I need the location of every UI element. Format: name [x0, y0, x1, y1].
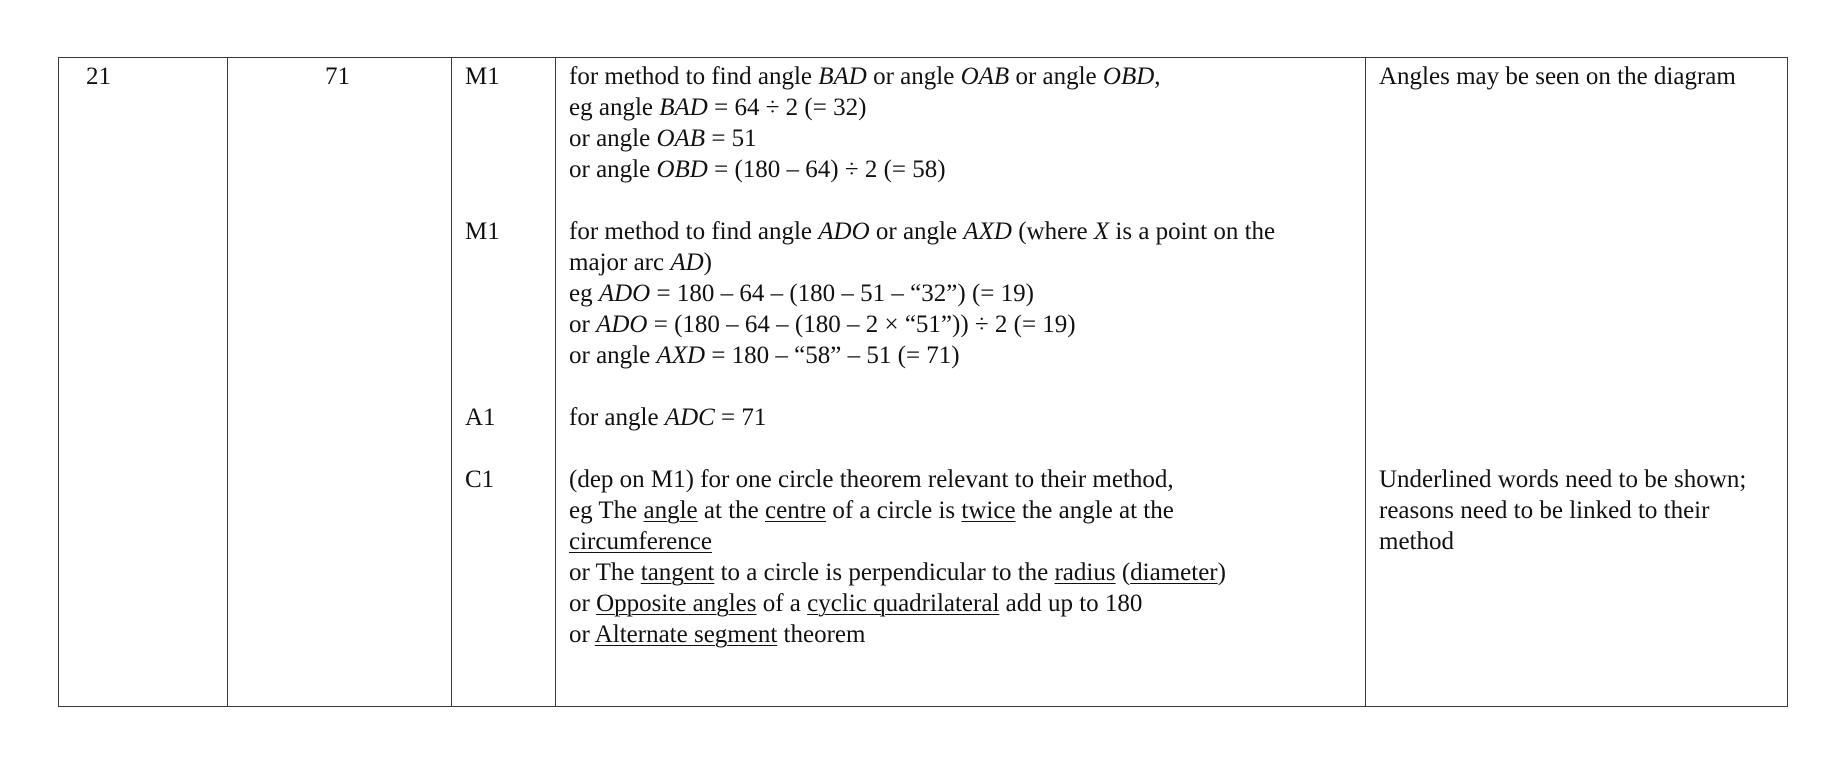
italic-term: AD	[670, 249, 704, 276]
guidance-text: = (180 – 64) ÷ 2 (= 58)	[707, 156, 946, 183]
guidance-line	[569, 526, 1226, 557]
guidance-line	[569, 216, 1275, 247]
guidance-text: is a point on the	[1109, 218, 1276, 245]
guidance-line	[569, 557, 1226, 588]
guidance-text: major arc	[569, 249, 671, 276]
guidance-text: (	[1115, 559, 1131, 586]
column-divider	[227, 58, 228, 706]
italic-term: X	[1093, 218, 1110, 245]
italic-term: OBD	[656, 156, 708, 183]
guidance-line	[569, 340, 1275, 371]
underlined-keyword: Opposite angles	[596, 590, 757, 617]
guidance-text: ,	[1154, 63, 1161, 90]
guidance-text: theorem	[777, 621, 866, 648]
italic-term: BAD	[659, 94, 708, 121]
mark-code-m1-second: M1	[465, 218, 500, 245]
guidance-line	[569, 464, 1226, 495]
guidance-text: for method to find angle	[569, 218, 819, 245]
guidance-text: )	[703, 249, 712, 276]
guidance-text: or	[569, 621, 595, 648]
guidance-text: = 51	[705, 125, 757, 152]
guidance-text: at the	[697, 497, 765, 524]
guidance-line	[569, 154, 1161, 185]
note-line: Underlined words need to be shown;	[1379, 466, 1747, 493]
underlined-keyword: cyclic quadrilateral	[807, 590, 1000, 617]
underlined-keyword: diameter	[1130, 559, 1218, 586]
guidance-text: or angle	[569, 125, 657, 152]
note-line: reasons need to be linked to their	[1379, 497, 1710, 524]
answer-value: 71	[325, 63, 350, 90]
mark-code-m1-first: M1	[465, 63, 500, 90]
guidance-text: add up to 180	[999, 590, 1143, 617]
italic-term: ADO	[598, 280, 651, 307]
guidance-text: eg angle	[569, 94, 660, 121]
guidance-text: = 180 – “58” – 51 (= 71)	[705, 342, 960, 369]
guidance-block	[569, 464, 1226, 650]
column-divider	[555, 58, 556, 706]
guidance-line	[569, 588, 1226, 619]
guidance-text: for method to find angle	[569, 63, 819, 90]
additional-guidance	[1379, 464, 1746, 557]
guidance-text: (dep on M1) for one circle theorem relevant to their method,	[569, 466, 1174, 493]
guidance-text: the angle at the	[1015, 497, 1174, 524]
guidance-line	[569, 92, 1161, 123]
italic-term: OBD	[1102, 63, 1155, 90]
mark-code-a1: A1	[465, 404, 496, 431]
underlined-keyword: Alternate segment	[594, 621, 778, 648]
guidance-text: = (180 – 64 – (180 – 2 × “51”)) ÷ 2 (= 19)	[647, 311, 1076, 338]
underlined-keyword: angle	[643, 497, 698, 524]
guidance-text: or angle	[866, 63, 961, 90]
guidance-line	[569, 309, 1275, 340]
guidance-line	[569, 247, 1275, 278]
guidance-text: for angle	[569, 404, 665, 431]
guidance-text: to a circle is perpendicular to the	[714, 559, 1055, 586]
guidance-block	[569, 61, 1161, 185]
italic-term: BAD	[818, 63, 867, 90]
guidance-text: )	[1217, 559, 1226, 586]
guidance-text: or angle	[569, 156, 657, 183]
column-divider	[1365, 58, 1366, 706]
guidance-text: of a	[756, 590, 808, 617]
guidance-text: or angle	[569, 342, 657, 369]
guidance-block	[569, 402, 766, 433]
note-line: Angles may be seen on the diagram	[1379, 63, 1736, 90]
guidance-text: or	[569, 590, 597, 617]
italic-term: ADO	[818, 218, 870, 245]
column-divider	[451, 58, 452, 706]
italic-term: ADO	[596, 311, 648, 338]
guidance-text: of a circle is	[826, 497, 962, 524]
italic-term: OAB	[960, 63, 1010, 90]
guidance-text: eg	[569, 280, 599, 307]
question-number: 21	[86, 63, 111, 90]
italic-term: AXD	[656, 342, 706, 369]
underlined-keyword: radius	[1054, 559, 1116, 586]
guidance-block	[569, 216, 1275, 371]
guidance-text: eg The	[569, 497, 644, 524]
guidance-text: (where	[1011, 218, 1094, 245]
guidance-text: = 180 – 64 – (180 – 51 – “32”) (= 19)	[650, 280, 1034, 307]
italic-term: AXD	[963, 218, 1012, 245]
guidance-line	[569, 619, 1226, 650]
guidance-text: = 71	[714, 404, 767, 431]
guidance-line	[569, 123, 1161, 154]
guidance-line	[569, 61, 1161, 92]
guidance-text: or angle	[869, 218, 964, 245]
mark-code-c1: C1	[465, 466, 495, 493]
guidance-text: = 64 ÷ 2 (= 32)	[707, 94, 867, 121]
italic-term: ADC	[664, 404, 715, 431]
mark-scheme-table	[58, 57, 1788, 707]
additional-guidance	[1379, 61, 1736, 92]
underlined-keyword: tangent	[640, 559, 715, 586]
guidance-text: or angle	[1009, 63, 1103, 90]
underlined-keyword: circumference	[569, 528, 712, 555]
guidance-line	[569, 278, 1275, 309]
guidance-line	[569, 402, 766, 433]
guidance-text: or The	[569, 559, 641, 586]
note-line: method	[1379, 528, 1454, 555]
underlined-keyword: centre	[765, 497, 827, 524]
italic-term: OAB	[656, 125, 706, 152]
underlined-keyword: twice	[961, 497, 1016, 524]
guidance-line	[569, 495, 1226, 526]
guidance-text: or	[569, 311, 597, 338]
